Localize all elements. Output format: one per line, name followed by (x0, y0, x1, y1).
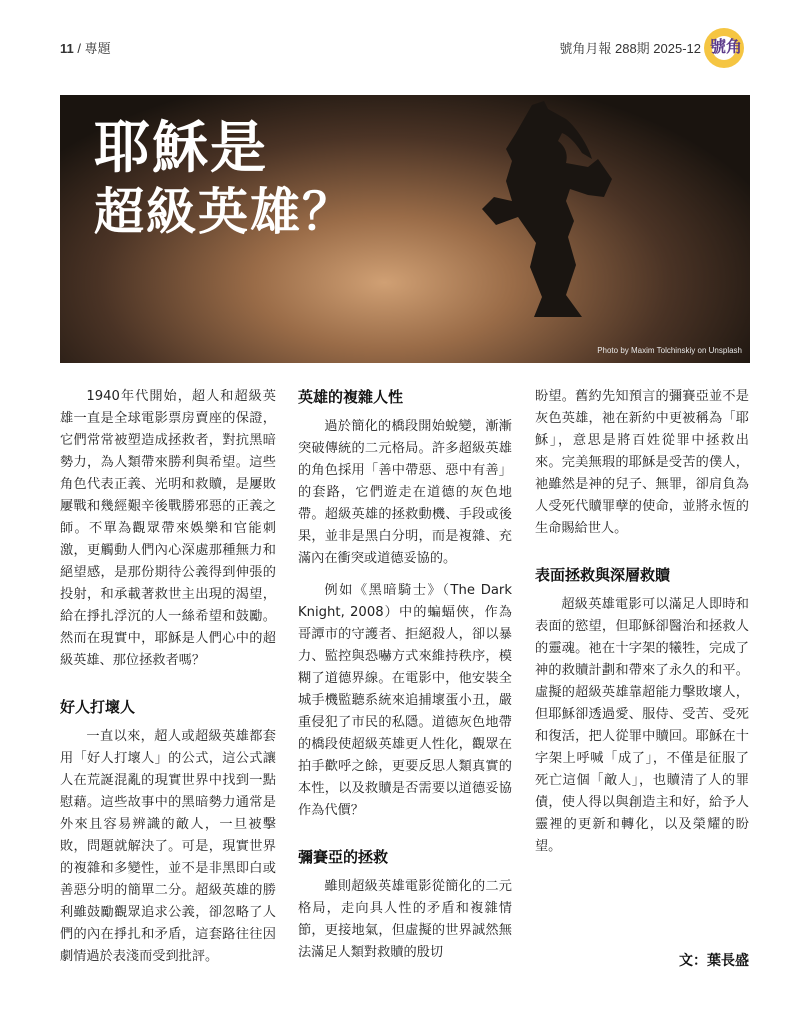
author-credit: 文：葉長盛 (679, 953, 749, 969)
photo-credit: Photo by Maxim Tolchinskiy on Unsplash (597, 346, 742, 355)
paragraph: 過於簡化的橋段開始蛻變，漸漸突破傳統的二元格局。許多超級英雄的角色採用「善中帶惡、惡中有善」的套路，它們遊走在道德的灰色地帶。超級英雄的拯救動機、手段或後果，並非是黑白分明，而是複雜、充滿內在衝突或道德妥協的。 (298, 419, 512, 566)
paragraph: 超級英雄電影可以滿足人即時和表面的慾望，但耶穌卻醫治和拯救人的靈魂。祂在十字架的犧牲，完成了神的救贖計劃和帶來了永久的和平。虛擬的超級英雄靠超能力擊敗壞人，但耶穌卻透過愛、服侍、受苦、受死和復活，把人從罪中贖回。耶穌在十字架上呼喊「成了」，不僅是征服了死亡這個「敵人」，也贖清了人的罪債，使人得以與創造主和好，給予人靈裡的更新和轉化，以及榮耀的盼望。 (535, 597, 749, 854)
section-heading: 英雄的複雜人性 (298, 388, 404, 406)
publication-info: 號角月報 288期 2025-12 (559, 41, 701, 56)
hero-title-line2: 超級英雄？ (94, 183, 354, 241)
paragraph: 盼望。舊約先知預言的彌賽亞並不是灰色英雄，祂在新約中更被稱為「耶穌」，意思是將百姓從罪中拯救出來。完美無瑕的耶穌是受苦的僕人，祂雖然是神的兒子、無罪，卻肩負為人受死代贖罪孽的使命，並將永恆的生命賜給世人。 (535, 389, 749, 536)
page-header-left (60, 38, 111, 57)
section-heading: 彌賽亞的拯救 (298, 848, 389, 866)
section-label: / 專題 (77, 41, 111, 56)
hero-image (60, 95, 750, 363)
paragraph: 1940年代開始，超人和超級英雄一直是全球電影票房賣座的保證，它們常常被塑造成拯救者，對抗黑暗勢力，為人類帶來勝利與希望。這些角色代表正義、光明和救贖，是屢敗屢戰和幾經艱辛後戰勝邪惡的正義之師。不單為觀眾帶來娛樂和官能刺激，更觸動人們內心深處那種無力和絕望感，是那份期待公義得到伸張的投射，和承載著救世主出現的渴望，給在掙扎浮沉的人一絲希望和鼓勵。然而在現實中，耶穌是人們心中的超級英雄、那位拯救者嗎？ (60, 389, 276, 668)
magazine-logo (700, 20, 756, 70)
article-column-2 (298, 386, 512, 974)
logo-text: 號角 (710, 37, 743, 56)
page-number: 11 (60, 41, 74, 56)
paragraph: 雖則超級英雄電影從簡化的二元格局，走向具人性的矛盾和複雜情節，更接地氣，但虛擬的世界誠然無法滿足人類對救贖的殷切 (298, 879, 512, 960)
paragraph: 一直以來，超人或超級英雄都套用「好人打壞人」的公式，這公式讓人在荒誕混亂的現實世界中找到一點慰藉。這些故事中的黑暗勢力通常是外來且容易辨識的敵人，一旦被擊敗，問題就解決了。可是，現實世界的複雜和多變性，並不是非黑即白或善惡分明的簡單二分。超級英雄的勝利雖鼓勵觀眾追求公義，卻忽略了人們的內在掙扎和矛盾，這套路往往因劇情過於表淺而受到批評。 (60, 729, 276, 964)
article-column-3 (535, 386, 749, 868)
paragraph: 例如《黑暗騎士》（The Dark Knight, 2008）中的蝙蝠俠，作為哥譚市的守護者、拒絕殺人，卻以暴力、監控與恐嚇方式來維持秩序，模糊了道德界線。在電影中，他安裝全城手機監聽系統來追捕壞蛋小丑，嚴重侵犯了市民的私隱。道德灰色地帶的橋段使超級英雄更人性化，觀眾在拍手歡呼之餘，更要反思人類真實的本性，以及救贖是否需要以道德妥協作為代價？ (298, 583, 512, 818)
hero-silhouette (420, 95, 650, 363)
hero-title-line1: 耶穌是 (94, 116, 268, 181)
section-heading: 表面拯救與深層救贖 (535, 566, 671, 584)
article-column-1 (60, 386, 276, 978)
section-heading: 好人打壞人 (60, 698, 136, 716)
